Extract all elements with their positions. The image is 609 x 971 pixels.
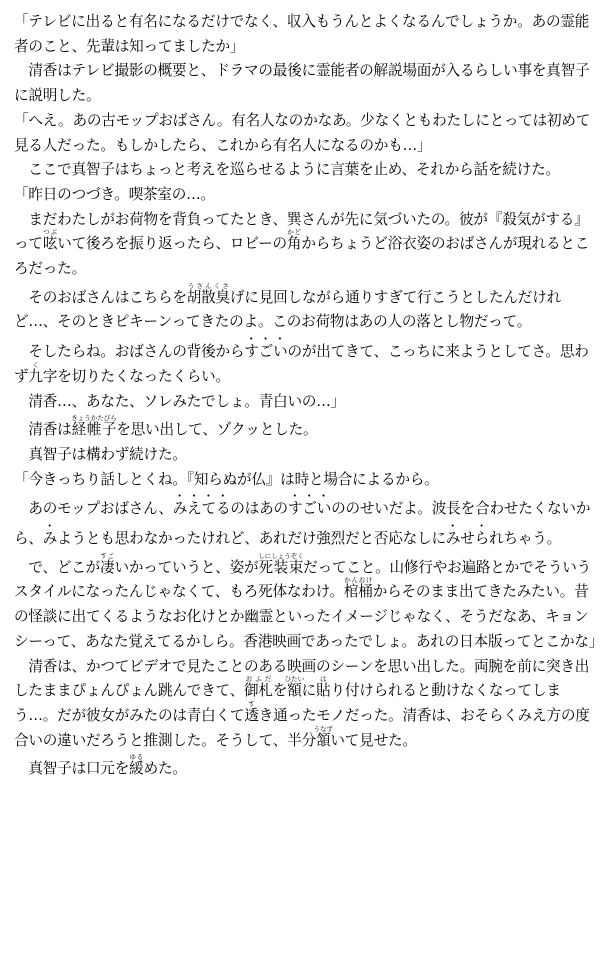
ruby-base: 凄 xyxy=(100,558,115,576)
text-run: だってこと。山修行やお遍路とかでそういうスタイルになったんじゃなくて、もろ死体なわけ。 xyxy=(14,558,592,601)
emphasis-text: すごい xyxy=(244,343,288,361)
ruby-text xyxy=(100,551,115,576)
text-run: で、どこが xyxy=(14,558,101,576)
ruby-reading: うなず xyxy=(313,724,333,733)
ruby-text xyxy=(42,228,58,253)
ruby-text xyxy=(258,551,304,576)
paragraph-5: 「昨日のつづき。喫茶室の…。 xyxy=(14,185,215,203)
text-run: ののせいだよ。波長を合わせたくないから、 xyxy=(14,500,591,548)
ruby-base: 額 xyxy=(284,682,305,700)
paragraph-7 xyxy=(14,282,599,335)
ruby-base: 呟 xyxy=(42,235,58,253)
ruby-text xyxy=(186,281,230,306)
ruby-base: 御札 xyxy=(244,682,273,700)
text-run: からちょうど浴衣姿のおばさんが現れるところだった。 xyxy=(14,235,590,278)
ruby-text xyxy=(244,675,273,700)
text-run: 真智子は口元を xyxy=(14,760,130,778)
text-run: に xyxy=(301,682,317,700)
text-run: せ xyxy=(460,530,475,548)
ruby-base: 九 xyxy=(28,367,43,385)
text-run: いかっていうと、姿が xyxy=(114,558,259,576)
ruby-reading: す xyxy=(244,699,259,708)
ruby-text xyxy=(316,675,331,700)
text-run: いて後ろを振り返ったら、ロビーの xyxy=(57,235,287,253)
emphasis-text: み xyxy=(42,530,58,548)
ruby-base: 死装束 xyxy=(258,558,304,576)
ruby-reading: きょうかたびら xyxy=(71,414,117,423)
paragraph-1: 「テレビに出ると有名になるだけでなく、収入もうんとよくなるんでしょうか。あの霊能者のこと、先輩は知ってましたか」 xyxy=(14,13,590,55)
text-run: り付けられると動けなくなってしまう…。だが彼女がみたのは青白くて xyxy=(14,682,561,724)
ruby-base: 貼 xyxy=(316,682,331,700)
ruby-base: 頷 xyxy=(313,731,333,749)
ruby-text xyxy=(284,675,305,700)
ruby-text xyxy=(71,414,117,439)
ruby-reading: は xyxy=(316,675,331,684)
ruby-reading: く xyxy=(28,360,43,369)
text-run: めた。 xyxy=(143,760,187,778)
ruby-reading: すご xyxy=(100,551,115,560)
emphasis-text: すごい xyxy=(287,500,332,518)
ruby-reading: ゆる xyxy=(129,753,144,762)
ruby-base: 経帷子 xyxy=(71,421,117,439)
paragraph-12: 「今きっちり話しとくね。『知らぬが仏』は時と場合によるから。 xyxy=(14,470,439,488)
paragraph-10 xyxy=(14,414,599,443)
text-run: 字を切りたくなったくらい。 xyxy=(42,367,230,385)
text-run: まだわたしがお荷物を背負ってたとき、巽さんが先に気づいたの。彼が『殺気がする』って xyxy=(14,210,589,253)
paragraph-13 xyxy=(14,492,599,551)
ruby-base: 胡散臭 xyxy=(186,288,230,306)
paragraph-2: 清香はテレビ撮影の概要と、ドラマの最後に霊能者の解説場面が入るらしい事を真智子に説明した。 xyxy=(14,62,590,105)
paragraph-3: 「へえ。あの古モップおばさん。有名人なのかなあ。少なくともわたしにとっては初めて見る人だった。もしかしたら、これから有名人になるのかも…」 xyxy=(14,111,591,154)
text-run: のが出てきて、こっちに来ようとしてさ。思わず xyxy=(14,343,589,385)
text-run: 清香は xyxy=(14,421,72,439)
text-run: き通ったモノだった。清香は、おそらくみえ方の度合いの違いだろうと推測した。そうして、半分 xyxy=(14,706,590,749)
text-run: のはあの xyxy=(230,500,288,518)
text-run: そしたらね。おばさんの背後から xyxy=(14,343,245,361)
ruby-text xyxy=(28,360,43,385)
ruby-reading: かど xyxy=(286,228,302,237)
ruby-base: 緩 xyxy=(129,760,144,778)
text-run: を思い出して、ゾクッとした。 xyxy=(116,421,318,439)
text-run: を xyxy=(272,682,288,700)
ruby-reading: おふだ xyxy=(244,675,273,684)
text-run: そのおばさんはこちらを xyxy=(14,288,187,306)
ruby-reading: うさんくさ xyxy=(186,281,230,290)
ruby-reading: つぶ xyxy=(42,228,58,237)
paragraph-4: ここで真智子はちょっと考えを巡らせるように言葉を止め、それから話を続けた。 xyxy=(14,161,560,179)
ruby-base: 角 xyxy=(286,235,302,253)
text-run: れちゃう。 xyxy=(489,530,562,548)
paragraph-14 xyxy=(14,551,604,655)
ruby-text xyxy=(244,699,259,724)
emphasis-text: みえてる xyxy=(172,500,231,518)
text-run: からそのまま出てきたみたい。昔の怪談に出てくるようなお化けとか幽霊といったイメージじゃなく、そうだなあ、キョンシーって、あなた覚えてるかしら。香港映画であったでしょ。あれの日本版ってとこかな」 xyxy=(14,583,604,650)
paragraph-15 xyxy=(14,655,599,754)
text-run: あのモップおばさん、 xyxy=(14,500,173,518)
paragraph-6 xyxy=(14,208,599,282)
text-run: ようとも思わなかったけれど、あれだけ強烈だと否応なしに xyxy=(57,530,446,548)
ruby-text xyxy=(343,576,373,601)
text-run: 清香は、かつてビデオで見たことのある映画のシーンを思い出した。両腕を前に突き出したままぴょんぴょん跳んできて、 xyxy=(14,657,590,700)
emphasis-text: ら xyxy=(474,530,490,548)
ruby-reading: かんおけ xyxy=(343,576,373,585)
text-run: いて見せた。 xyxy=(330,731,417,749)
ruby-text xyxy=(313,724,333,749)
ruby-reading: ひたい xyxy=(284,675,305,684)
ruby-text xyxy=(129,753,144,778)
text-run: げに見回しながら通りすぎて行こうとしたんだけれど…、そのときピキーンってきたのよ。このお荷物はあの人の落とし物だって。 xyxy=(14,288,561,331)
ruby-reading: しにしょうぞく xyxy=(258,551,304,560)
paragraph-9: 清香…、あなた、ソレみたでしょ。青白いの…」 xyxy=(14,392,346,410)
emphasis-text: み xyxy=(445,530,461,548)
ruby-base: 棺桶 xyxy=(343,583,373,601)
ruby-base: 透 xyxy=(244,706,259,724)
paragraph-11: 真智子は構わず続けた。 xyxy=(14,445,187,463)
ruby-text xyxy=(286,228,302,253)
paragraph-16 xyxy=(14,753,599,782)
paragraph-8 xyxy=(14,335,599,389)
